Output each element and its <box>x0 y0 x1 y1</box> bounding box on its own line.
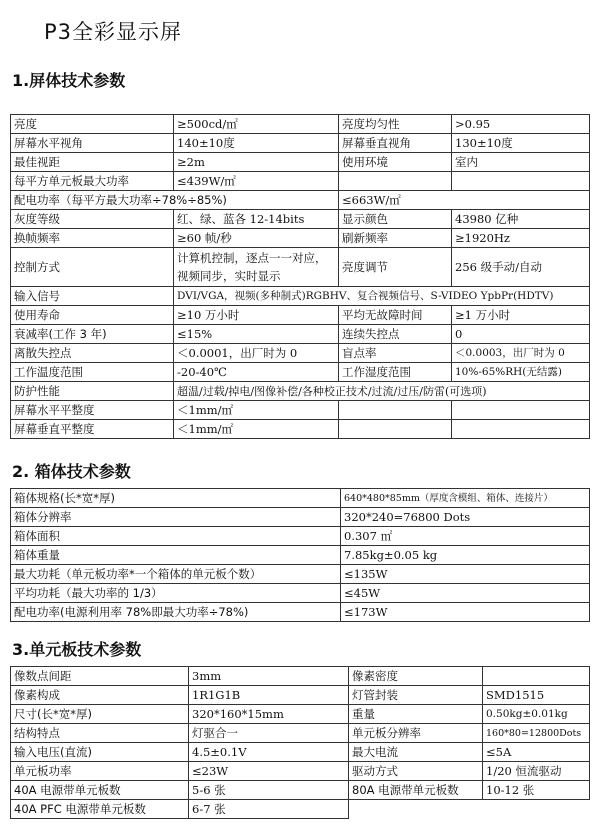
table-cell: 10-12 张 <box>483 781 590 800</box>
table-cell: 超温/过载/掉电/图像补偿/各种校正技术/过流/过压/防雷(可选项) <box>174 382 590 401</box>
section-heading-cabinet-specs: 2. 箱体技术参数 <box>12 462 131 481</box>
table-cell: 140±10度 <box>174 134 339 153</box>
table-cell: 使用寿命 <box>11 306 174 325</box>
table-cell: ≥2m <box>174 153 339 172</box>
table-cell: 320*160*15mm <box>189 705 349 724</box>
table-cell: 箱体面积 <box>11 527 341 546</box>
table-cell: ≥1920Hz <box>452 229 590 248</box>
table-cell: 0.307 ㎡ <box>341 527 590 546</box>
table-cell: ≤173W <box>341 603 590 622</box>
table-cell: 箱体重量 <box>11 546 341 565</box>
table-row <box>11 686 590 705</box>
page-title: P3全彩显示屏 <box>44 20 183 44</box>
table-cell: 配电功率(电源利用率 78%即最大功率÷78%) <box>11 603 341 622</box>
table-cell: >0.95 <box>452 115 590 134</box>
table-cell: 320*240=76800 Dots <box>341 508 590 527</box>
table-cell: 160*80=12800Dots <box>483 724 590 743</box>
table-cell: ＜0.0001，出厂时为 0 <box>174 344 339 363</box>
table-cell <box>452 401 590 420</box>
table-cell: 7.85kg±0.05 kg <box>341 546 590 565</box>
table-cell <box>339 420 452 439</box>
table-cell: 1R1G1B <box>189 686 349 705</box>
table-row <box>11 172 590 191</box>
table-cell: ≤439W/㎡ <box>174 172 339 191</box>
table-row <box>11 248 590 287</box>
table-cell: ≥1 万小时 <box>452 306 590 325</box>
table-cell: 衰减率(工作 3 年) <box>11 325 174 344</box>
table-cell: ≤5A <box>483 743 590 762</box>
table-cell: ≤663W/㎡ <box>339 191 590 210</box>
table-row <box>11 229 590 248</box>
table-cell: 0 <box>452 325 590 344</box>
screen-specs-table <box>10 114 590 439</box>
table-cell: 屏幕垂直视角 <box>339 134 452 153</box>
table-cell: 130±10度 <box>452 134 590 153</box>
table-cell: 平均无故障时间 <box>339 306 452 325</box>
table-cell: ≤15% <box>174 325 339 344</box>
table-cell: ≤45W <box>341 584 590 603</box>
table-cell: 平均功耗（最大功率的 1/3） <box>11 584 341 603</box>
table-cell: 像数点间距 <box>11 667 189 686</box>
table-cell: 4.5±0.1V <box>189 743 349 762</box>
table-cell: 输入电压(直流) <box>11 743 189 762</box>
table-cell: 屏幕水平视角 <box>11 134 174 153</box>
table-cell: ＜1mm/㎡ <box>174 401 339 420</box>
table-row <box>11 344 590 363</box>
table-cell: 最大电流 <box>349 743 483 762</box>
module-specs-table <box>10 666 590 819</box>
table-cell <box>483 800 590 819</box>
table-cell: 屏幕水平平整度 <box>11 401 174 420</box>
table-cell: 亮度均匀性 <box>339 115 452 134</box>
table-cell: ＜1mm/㎡ <box>174 420 339 439</box>
table-row <box>11 401 590 420</box>
table-cell: 输入信号 <box>11 287 174 306</box>
table-cell: 灰度等级 <box>11 210 174 229</box>
table-cell <box>452 172 590 191</box>
table-cell: 驱动方式 <box>349 762 483 781</box>
table-cell: DVI/VGA，视频(多种制式)RGBHV、复合视频信号、S-VIDEO YpbPr(HDTV) <box>174 287 590 306</box>
table-cell: 控制方式 <box>11 248 174 287</box>
table-row <box>11 781 590 800</box>
table-row <box>11 489 590 508</box>
table-row <box>11 743 590 762</box>
table-row <box>11 420 590 439</box>
table-cell: 箱体分辨率 <box>11 508 341 527</box>
table-row <box>11 603 590 622</box>
table-cell: 红、绿、蓝各 12-14bits <box>174 210 339 229</box>
table-cell: ≤135W <box>341 565 590 584</box>
table-cell: 室内 <box>452 153 590 172</box>
table-cell: 6-7 张 <box>189 800 349 819</box>
table-cell: 单元板功率 <box>11 762 189 781</box>
table-row <box>11 210 590 229</box>
table-row <box>11 363 590 382</box>
table-row <box>11 724 590 743</box>
table-cell: 尺寸(长*宽*厚) <box>11 705 189 724</box>
table-cell: 最大功耗（单元板功率*一个箱体的单元板个数） <box>11 565 341 584</box>
table-cell: 灯管封装 <box>349 686 483 705</box>
table-cell: 亮度调节 <box>339 248 452 287</box>
table-cell <box>349 800 483 819</box>
table-cell: SMD1515 <box>483 686 590 705</box>
table-cell: 256 级手动/自动 <box>452 248 590 287</box>
table-row <box>11 287 590 306</box>
table-row <box>11 762 590 781</box>
table-row <box>11 546 590 565</box>
table-cell <box>452 420 590 439</box>
table-cell: 0.50kg±0.01kg <box>483 705 590 724</box>
table-cell: 亮度 <box>11 115 174 134</box>
table-cell: 使用环境 <box>339 153 452 172</box>
table-row <box>11 134 590 153</box>
table-cell: 连续失控点 <box>339 325 452 344</box>
cabinet-specs-table <box>10 488 590 622</box>
table-row <box>11 800 590 819</box>
table-cell: 5-6 张 <box>189 781 349 800</box>
table-cell: 1/20 恒流驱动 <box>483 762 590 781</box>
table-cell: 像素密度 <box>349 667 483 686</box>
table-cell: 箱体规格(长*宽*厚) <box>11 489 341 508</box>
table-cell: 工作湿度范围 <box>339 363 452 382</box>
table-cell: 离散失控点 <box>11 344 174 363</box>
table-cell <box>339 401 452 420</box>
table-cell: 40A PFC 电源带单元板数 <box>11 800 189 819</box>
table-row <box>11 508 590 527</box>
table-cell: 像素构成 <box>11 686 189 705</box>
table-cell: 43980 亿种 <box>452 210 590 229</box>
table-row <box>11 527 590 546</box>
table-cell: 屏幕垂直平整度 <box>11 420 174 439</box>
table-row <box>11 325 590 344</box>
table-cell: 计算机控制，逐点一一对应，视频同步，实时显示 <box>174 248 339 287</box>
table-cell: 40A 电源带单元板数 <box>11 781 189 800</box>
table-cell: 结构特点 <box>11 724 189 743</box>
table-cell: -20-40℃ <box>174 363 339 382</box>
table-cell: 工作温度范围 <box>11 363 174 382</box>
table-cell: 配电功率（每平方最大功率÷78%÷85%) <box>11 191 339 210</box>
table-cell: 80A 电源带单元板数 <box>349 781 483 800</box>
table-cell: 盲点率 <box>339 344 452 363</box>
table-cell: ≥10 万小时 <box>174 306 339 325</box>
table-cell: ＜0.0003，出厂时为 0 <box>452 344 590 363</box>
table-cell: ≤23W <box>189 762 349 781</box>
table-row <box>11 584 590 603</box>
table-cell: 刷新频率 <box>339 229 452 248</box>
section-heading-module-specs: 3.单元板技术参数 <box>12 640 142 659</box>
table-cell: ≥500cd/㎡ <box>174 115 339 134</box>
table-row <box>11 565 590 584</box>
table-cell: 灯驱合一 <box>189 724 349 743</box>
table-row <box>11 115 590 134</box>
table-row <box>11 306 590 325</box>
table-cell: 显示颜色 <box>339 210 452 229</box>
table-row <box>11 153 590 172</box>
table-cell: 每平方单元板最大功率 <box>11 172 174 191</box>
table-cell: ≥60 帧/秒 <box>174 229 339 248</box>
section-heading-screen-specs: 1.屏体技术参数 <box>12 71 126 90</box>
table-row <box>11 667 590 686</box>
table-cell: 防护性能 <box>11 382 174 401</box>
table-cell: 最佳视距 <box>11 153 174 172</box>
table-cell: 3mm <box>189 667 349 686</box>
table-cell: 单元板分辨率 <box>349 724 483 743</box>
table-row <box>11 705 590 724</box>
table-cell: 换帧频率 <box>11 229 174 248</box>
table-row <box>11 382 590 401</box>
table-cell <box>483 667 590 686</box>
table-cell: 640*480*85mm（厚度含模组、箱体、连接片） <box>341 489 590 508</box>
table-cell: 10%-65%RH(无结露) <box>452 363 590 382</box>
table-cell: 重量 <box>349 705 483 724</box>
table-row <box>11 191 590 210</box>
table-cell <box>339 172 452 191</box>
